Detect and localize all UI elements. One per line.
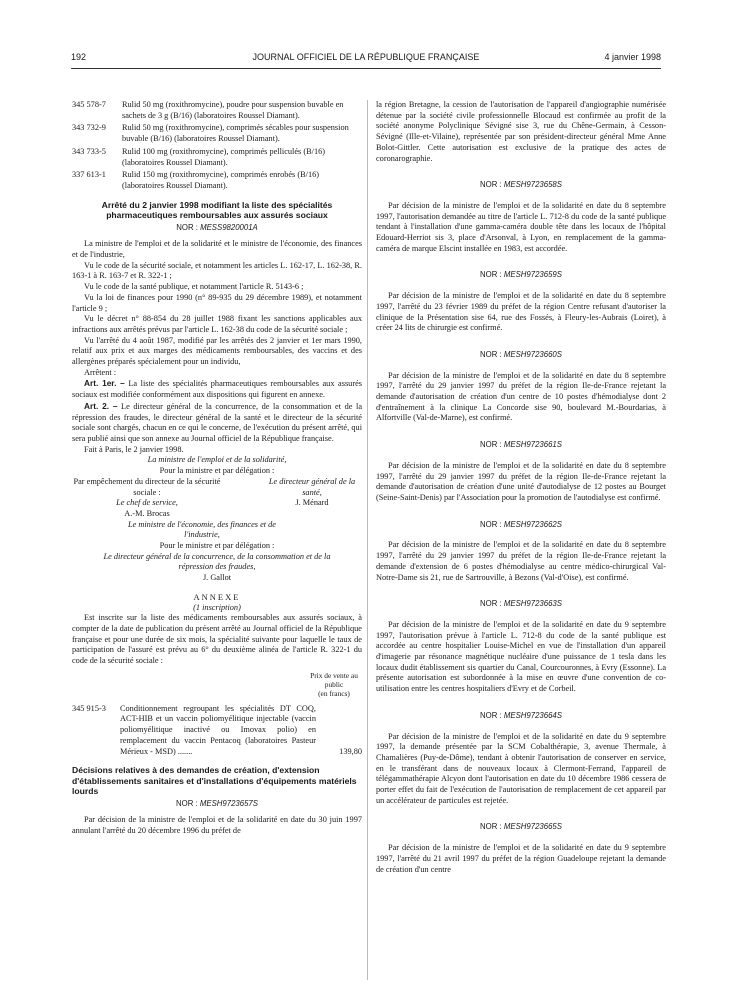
page-number: 192 — [71, 52, 87, 62]
price-column-header: Prix de vente au public (en francs) — [310, 670, 358, 698]
decisions-title: Décisions relatives à des demandes de création, d'extension d'établissements sanitaires et d'installations d'équipements matériels lourds — [72, 765, 357, 797]
decision-nor: NOR : MESH9723663S — [480, 599, 562, 609]
signatory-name: A.-M. Brocas — [124, 508, 170, 518]
decision-para: Par décision de la ministre de l'emploi et de la solidarité en date du 8 septembre 1997, l'arrêté du 23 février 1989 du préfet de la région Centre refusant d'autoriser la clinique de la Présentation sise 64, rue des Fossés, à Fleury-les-Aubrais (Loiret), à créer 24 lits de chirurgie est confirmé. — [376, 291, 666, 333]
column-separator — [367, 100, 368, 980]
arretent-label: Arrêtent : — [84, 367, 117, 377]
decision-para: Par décision de la ministre de l'emploi et de la solidarité en date du 8 septembre 1997, l'arrêté du 29 janvier 1997 du préfet de la région Ile-de-France rejetant la demande d'autorisation de création d'un centre de 10 postes d'hémodialyse dont 2 d'entraînement à la clinique La Concorde sise 90, boulevard M.-Bourdarias, à Alfortville (Val-de-Marne), est confirmé. — [376, 370, 666, 423]
article-2: Art. 2. – Le directeur général de la concurrence, de la consommation et de la répression des fraudes, le directeur général de la santé et le directeur de la sécurité sociale sont chargés, chacun en ce qui le concerne, de l'exécution du présent arrêté, qui sera publié ainsi que son annexe au Journal officiel de la République française. — [72, 400, 362, 443]
decisions-nor: NOR : MESH9723657S — [176, 798, 258, 808]
decision-para: Par décision de la ministre de l'emploi et de la solidarité en date du 8 septembre 1997, l'arrêté du 29 janvier 1997 du préfet de la région Ile-de-France rejetant la demande d'autorisation de création d'une unité d'autodialyse de 12 postes au Bourget (Seine-Saint-Denis) par l'Association pour la promotion de l'autodialyse est confirmé. — [376, 460, 666, 502]
decision-para: Par décision de la ministre de l'emploi et de la solidarité en date du 8 septembre 1997, l'autorisation demandée au titre de l'article L. 712-8 du code de la santé publique tendant à l'installation d'une gamma-caméra double tête dans les locaux de l'hôpital Edouard-Herriot sis 3, place d'Arsonval, à Lyon, en remplacement de la gamma-caméra de marque Elscint installée en 1983, est accordée. — [376, 200, 666, 253]
issue-date: 4 janvier 1998 — [604, 52, 661, 62]
decision-nor: NOR : MESH9723659S — [480, 270, 562, 280]
decision-para: Par décision de la ministre de l'emploi et de la solidarité en date du 30 juin 1997 annulant l'arrêté du 20 décembre 1996 du préfet de — [72, 815, 362, 836]
preamble-para: La ministre de l'emploi et de la solidarité et le ministre de l'économie, des finances et de l'industrie, — [72, 239, 362, 260]
preamble-para: Vu la loi de finances pour 1990 (n° 89-935 du 29 décembre 1989), et notamment l'article 9 ; — [72, 292, 362, 313]
article-1: Art. 1er. – La liste des spécialités pharmaceutiques remboursables aux assurés sociaux est modifiée conformément aux dispositions qui figurent en annexe. — [72, 378, 362, 400]
decision-nor: NOR : MESH9723660S — [480, 349, 562, 359]
entry-price: 139,80 — [339, 746, 362, 756]
decision-nor: NOR : MESH9723662S — [480, 519, 562, 529]
product-item: 343 732-9 Rulid 50 mg (roxithromycine), comprimés sécables pour suspension buvable (B/16) (laboratoires Roussel Diamant). — [72, 123, 349, 144]
preamble-para: Vu le code de la santé publique, et notamment l'article R. 5143-6 ; — [84, 282, 304, 292]
left-column — [72, 100, 362, 837]
fait-a-paris: Fait à Paris, le 2 janvier 1998. — [84, 444, 184, 454]
preamble-para: Vu l'arrêté du 4 août 1987, modifié par les arrêtés des 2 janvier et 1er mars 1990, relatif aux prix et aux marges des médicaments remboursables, des vaccins et des allergènes préparés spécialement pour un individu, — [72, 335, 362, 367]
right-column — [376, 100, 666, 875]
decision-para: Par décision de la ministre de l'emploi et de la solidarité en date du 9 septembre 1997, la demande présentée par la SCM Cobalthérapie, 3, avenue Thermale, à Chamalières (Puy-de-Dôme), tendant à obtenir l'autorisation de conserver en service, en le transférant dans de nouveaux locaux à Clermont-Ferrand, l'appareil de télégammathérapie Alcyon dont l'autorisation en date du 10 décembre 1986 cessera de porter effet du fait de l'exécution de l'autorisation de remplacement de cet appareil par un accélérateur de particules est rejetée. — [376, 731, 666, 805]
arrete-nor: NOR : MESS9820001A — [176, 222, 258, 232]
preamble-para: Vu le code de la sécurité sociale, et notamment les articles L. 162-17, L. 162-38, R. 163-1 à R. 163-7 et R. 322-1 ; — [72, 260, 362, 281]
signatory-name: J. Gallot — [202, 573, 232, 583]
page-header — [71, 52, 661, 66]
decision-para: Par décision de la ministre de l'emploi et de la solidarité en date du 8 septembre 1997, l'arrêté du 29 janvier 1997 du préfet de la région Ile-de-France rejetant la demande d'extension de 6 postes d'hémodialyse au centre médico-chirurgical Val-Notre-Dame sis 21, rue de Sartrouville, à Bezons (Val-d'Oise), est confirmé. — [376, 540, 666, 582]
product-item: 345 578-7 Rulid 50 mg (roxithromycine), poudre pour suspension buvable en sachets de 3 g (B/16) (laboratoires Roussel Diamant). — [72, 100, 344, 120]
product-item: 337 613-1 Rulid 150 mg (roxithromycine), comprimés enrobés (B/16) (laboratoires Roussel Diamant). — [72, 170, 320, 190]
header-rule — [71, 68, 661, 69]
annexe-text: Est inscrite sur la liste des médicaments remboursables aux assurés sociaux, à compter de la date de publication du présent arrêté au Journal officiel de la République française et pour une durée de six mois, la spécialité suivante pour laquelle le taux de participation de l'assuré est prévu au 6° du deuxième alinéa de l'article R. 322-1 du code de la sécurité sociale : — [72, 613, 362, 666]
arrete-title: Arrêté du 2 janvier 1998 modifiant la liste des spécialités pharmaceutiques remboursables aux assurés sociaux — [101, 199, 333, 221]
product-list — [72, 100, 362, 192]
decision-nor: NOR : MESH9723658S — [480, 180, 562, 190]
annexe-title: ANNEXE — [193, 591, 241, 602]
product-item: 343 733-5 Rulid 100 mg (roxithromycine), comprimés pelliculés (B/16) (laboratoires Roussel Diamant). — [72, 146, 326, 167]
journal-title: JOURNAL OFFICIEL DE LA RÉPUBLIQUE FRANÇAISE — [252, 52, 480, 62]
signatory-name: J. Ménard — [295, 498, 329, 508]
annexe-subtitle: (1 inscription) — [193, 602, 241, 612]
decision-nor: NOR : MESH9723664S — [480, 710, 562, 720]
decision-para: Par décision de la ministre de l'emploi et de la solidarité en date du 9 septembre 1997, l'autorisation prévue à l'article L. 712-8 du code de la santé publique est accordée au centre hospitalier Louise-Michel en vue de l'installation d'un appareil d'imagerie par résonance magnétique nucléaire d'une puissance de 1 tesla dans les locaux dudit établissement sis quartier du Canal, Courcouronnes, à Evry (Essonne). La présente autorisation est subordonnée à la mise en œuvre d'une convention de co-utilisation entre les centres hospitaliers d'Evry et de Corbeil. — [376, 619, 666, 694]
decision-para: Par décision de la ministre de l'emploi et de la solidarité en date du 9 septembre 1997, l'arrêté du 21 avril 1997 du préfet de la région Guadeloupe rejetant la demande de création d'un centre — [376, 843, 666, 874]
signatures: La ministre de l'emploi et de la solidarité, Pour la ministre et par délégation : Par empêchement du directeur de la sécurité sociale : Le chef de service, A.-M. Brocas Le directeur général de la santé, J. Ménard Le ministre de l'économie, des finances et de l'industrie, Pour le ministre et par délégation : Le directeur général de la concurrence, de la consommation et de la répression des fraudes, J. Gallot — [72, 455, 362, 583]
preamble-para: Vu le décret n° 88-854 du 28 juillet 1988 fixant les sanctions applicables aux infractions aux arrêtés prévus par l'article L. 162-38 du code de la sécurité sociale ; — [72, 314, 362, 334]
decision-nor: NOR : MESH9723661S — [480, 440, 562, 450]
continuation-para: la région Bretagne, la cession de l'autorisation de l'appareil d'angiographie numérisée détenue par la société civile professionnelle Blocaud est confirmée au profit de la société anonyme Polyclinique Sévigné sise 3, rue du Chêne-Germain, à Cesson-Sévigné (Ille-et-Vilaine), représentée par son président-directeur général Mme Anne Bolot-Gittler. Cette autorisation est exclusive de la pratique des actes de coronarographie. — [376, 100, 666, 163]
annexe-entry: 345 915-3 Conditionnement regroupant les spécialités DT COQ, ACT-HIB et un vaccin poliomyélitique injectable (vaccin poliomyélitique inactivé ou Imovax polio) en remplacement du vaccin Pentacoq (laboratoires Pasteur Mérieux - MSD) ....... 139,80 — [72, 703, 362, 756]
decision-nor: NOR : MESH9723665S — [480, 822, 562, 832]
